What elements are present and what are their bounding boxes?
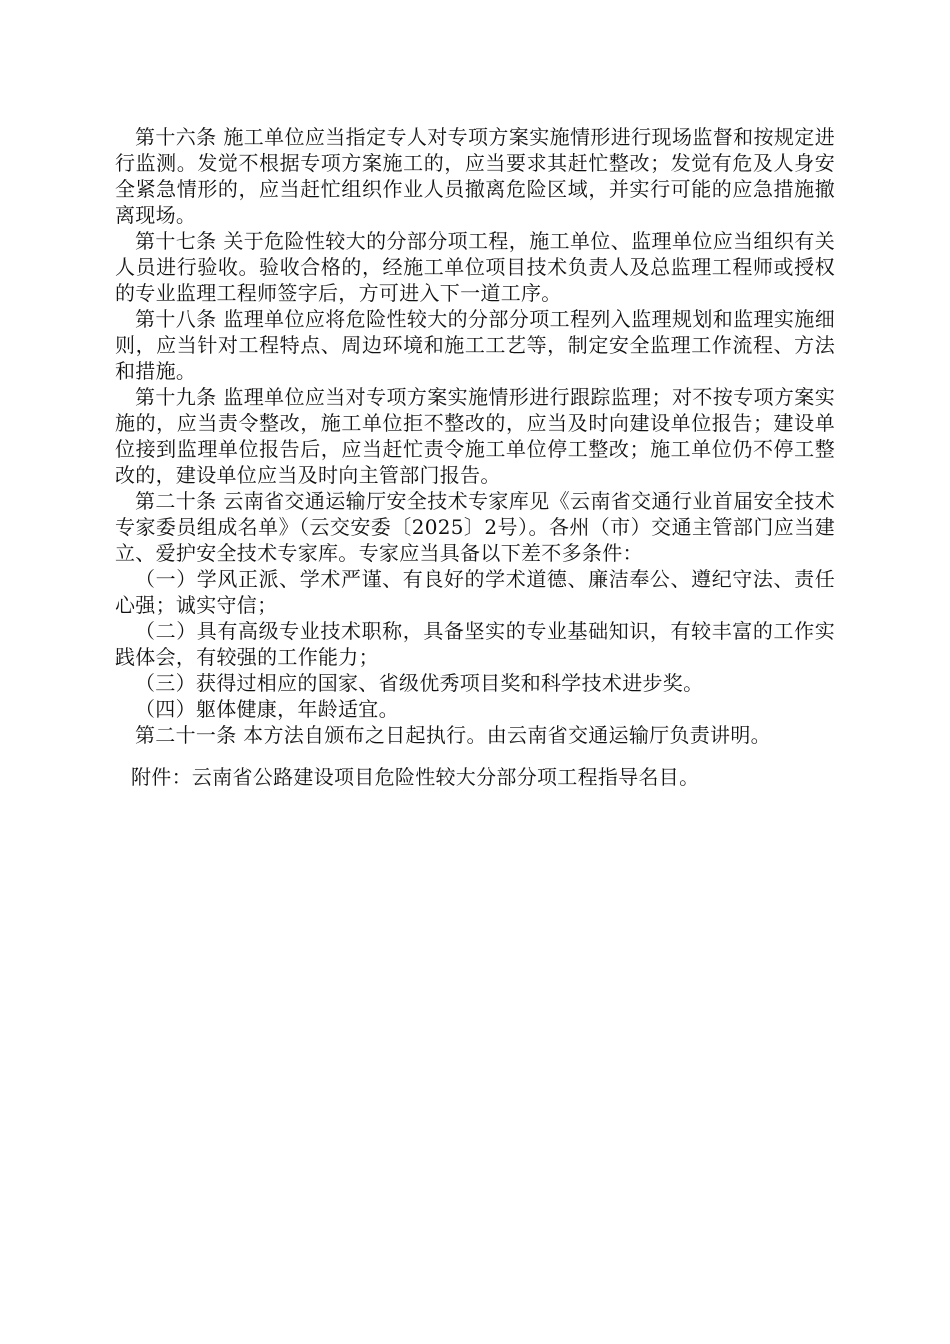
article-21: 第二十一条 本方法自颁布之日起执行。由云南省交通运输厅负责讲明。 [135,723,771,747]
article-19: 第十九条 监理单位应当对专项方案实施情形进行跟踪监理；对不按专项方案实施的，应当责令整改，施工单位拒不整改的，应当及时向建设单位报告；建设单位接到监理单位报告后，应当赶忙责令施工单位停工整改；施工单位仍不停工整改的，建设单位应当及时向主管部门报告。 [115,385,835,487]
article-17: 第十七条 关于危险性较大的分部分项工程，施工单位、监理单位应当组织有关人员进行验收。验收合格的，经施工单位项目技术负责人及总监理工程师或授权的专业监理工程师签字后，方可进入下一道工序。 [115,229,835,305]
condition-2: （二）具有高级专业技术职称，具备坚实的专业基础知识，有较丰富的工作实践体会，有较强的工作能力； [115,619,835,669]
condition-4: （四）躯体健康，年龄适宜。 [135,697,399,721]
attachment-note: 附件：云南省公路建设项目危险性较大分部分项工程指导名目。 [131,765,700,789]
article-18: 第十八条 监理单位应将危险性较大的分部分项工程列入监理规划和监理实施细则，应当针对工程特点、周边环境和施工工艺等，制定安全监理工作流程、方法和措施。 [115,307,835,383]
article-20: 第二十条 云南省交通运输厅安全技术专家库见《云南省交通行业首届安全技术专家委员组成名单》（云交安委〔2025〕2号）。各州（市）交通主管部门应当建立、爱护安全技术专家库。专家应当具备以下差不多条件： [115,489,835,565]
condition-1: （一）学风正派、学术严谨、有良好的学术道德、廉洁奉公、遵纪守法、责任心强；诚实守信； [115,567,835,617]
paragraph-spacer [115,748,835,764]
article-16: 第十六条 施工单位应当指定专人对专项方案实施情形进行现场监督和按规定进行监测。发觉不根据专项方案施工的，应当要求其赶忙整改；发觉有危及人身安全紧急情形的，应当赶忙组织作业人员撤离危险区域，并实行可能的应急措施撤离现场。 [115,125,835,227]
condition-3: （三）获得过相应的国家、省级优秀项目奖和科学技术进步奖。 [135,671,704,695]
document-page [115,124,835,790]
